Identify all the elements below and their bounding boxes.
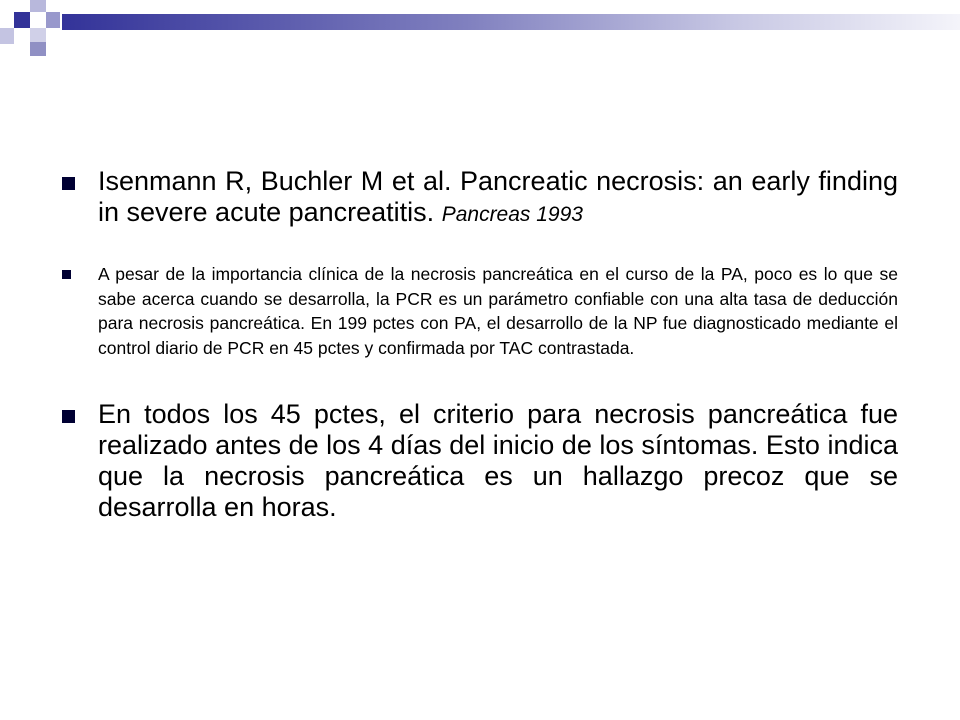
bullet-text [98,166,898,230]
deco-square-dark [14,12,30,28]
bullet-summary [62,262,898,360]
deco-square-light [0,28,14,44]
bullet-text: En todos los 45 pctes, el criterio para necrosis pancreática fue realizado antes de los 4 días del inicio de los síntomas. Esto indica que la necrosis pancreática es un hallazgo precoz que se desarrolla en horas. [98,399,898,522]
slide-content [62,166,898,523]
bullet-square-icon [62,177,75,190]
bullet-square-icon [62,270,71,279]
reference-journal: Pancreas 1993 [441,203,583,226]
deco-square-mid [46,12,60,28]
deco-square-light [30,28,46,42]
deco-square-dark [30,42,46,56]
bullet-square-icon [62,410,75,423]
bullet-reference [62,166,898,230]
deco-square-light [30,0,46,12]
bullet-conclusion [62,399,898,523]
bullet-text: A pesar de la importancia clínica de la necrosis pancreática en el curso de la PA, poco es lo que se sabe acerca cuando se desarrolla, la PCR es un parámetro confiable con una alta tasa de deducción para necrosis pancreática. En 199 pctes con PA, el desarrollo de la NP fue diagnosticado mediante el control diario de PCR en 45 pctes y confirmada por TAC contrastada. [98,264,898,358]
reference-citation: Isenmann R, Buchler M et al. Pancreatic necrosis: an early finding in severe acute pancreatitis. [98,166,898,227]
header-gradient-bar [62,14,960,30]
